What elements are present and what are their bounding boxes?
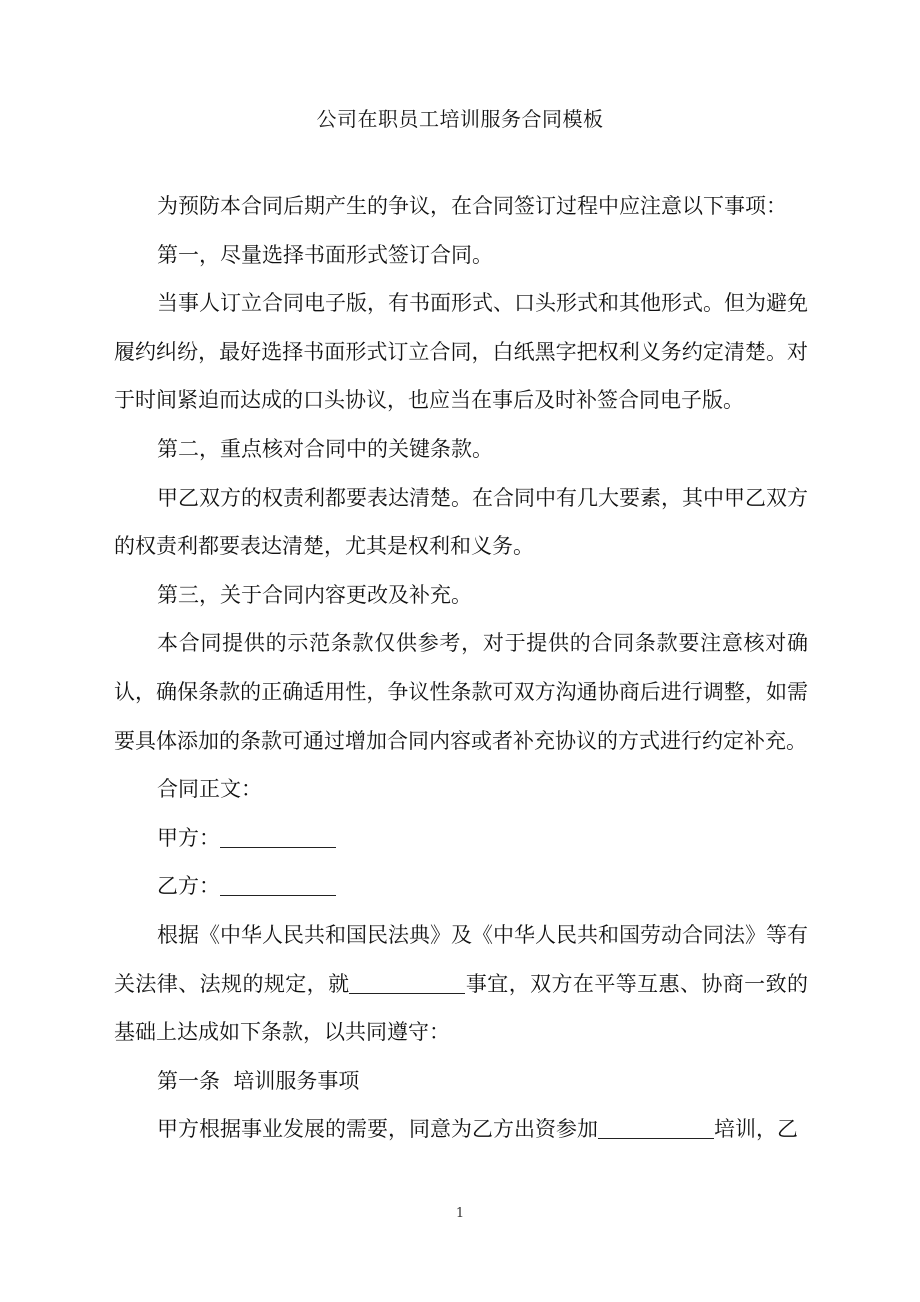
party-a-label: 甲方：: [157, 825, 220, 850]
paragraph-rights-duties: 甲乙双方的权责利都要表达清楚。在合同中有几大要素，其中甲乙双方的权责利都要表达清楚，尤其是权利和义务。: [114, 485, 808, 559]
paragraph-training-funding: [114, 1105, 808, 1154]
article-one-heading: 第一条 培训服务事项: [157, 1068, 360, 1093]
party-b-label: 乙方：: [157, 874, 220, 899]
paragraph-point-three: 第三，关于合同内容更改及补充。: [157, 582, 472, 607]
paragraph-written-form: 当事人订立合同电子版，有书面形式、口头形式和其他形式。但为避免履约纠纷，最好选择书面形式订立合同，白纸黑字把权利义务约定清楚。对于时间紧迫而达成的口头协议，也应当在事后及时补签合同电子版。: [114, 291, 808, 413]
paragraph-point-two: 第二，重点核对合同中的关键条款。: [157, 436, 493, 461]
paragraph-legal-basis: [114, 911, 808, 1057]
party-a-line: [114, 814, 808, 863]
paragraph-intro: 为预防本合同后期产生的争议，在合同签订过程中应注意以下事项：: [157, 194, 787, 218]
paragraph-point-one: 第一，尽量选择书面形式签订合同。: [157, 242, 493, 267]
party-a-blank: [220, 827, 336, 848]
legal-basis-text-end: 事宜，双方在平等互惠、协商一致的基础上达成如下条款，以共同遵守：: [114, 971, 809, 1045]
training-name-blank: [598, 1118, 714, 1139]
paragraph-sample-clauses: 本合同提供的示范条款仅供参考，对于提供的合同条款要注意核对确认，确保条款的正确适用性，争议性条款可双方沟通协商后进行调整，如需要具体添加的条款可通过增加合同内容或者补充协议的方式进行约定补充。: [114, 631, 808, 753]
legal-basis-text-start: 根据《中华人民共和国民法典》及《中华人民共和国劳动合同法》等有关法律、法规的规定，就: [114, 922, 808, 996]
document-title: 公司在职员工培训服务合同模板: [316, 107, 604, 131]
training-funding-text-start: 甲方根据事业发展的需要，同意为乙方出资参加: [157, 1117, 598, 1142]
page-number: 1: [455, 1206, 465, 1221]
document-body: [114, 182, 808, 1154]
training-funding-text-end: 培训，乙: [714, 1117, 798, 1142]
matter-blank: [349, 973, 465, 994]
paragraph-contract-body-heading: 合同正文：: [157, 777, 262, 802]
party-b-line: [114, 862, 808, 911]
party-b-blank: [220, 875, 336, 896]
